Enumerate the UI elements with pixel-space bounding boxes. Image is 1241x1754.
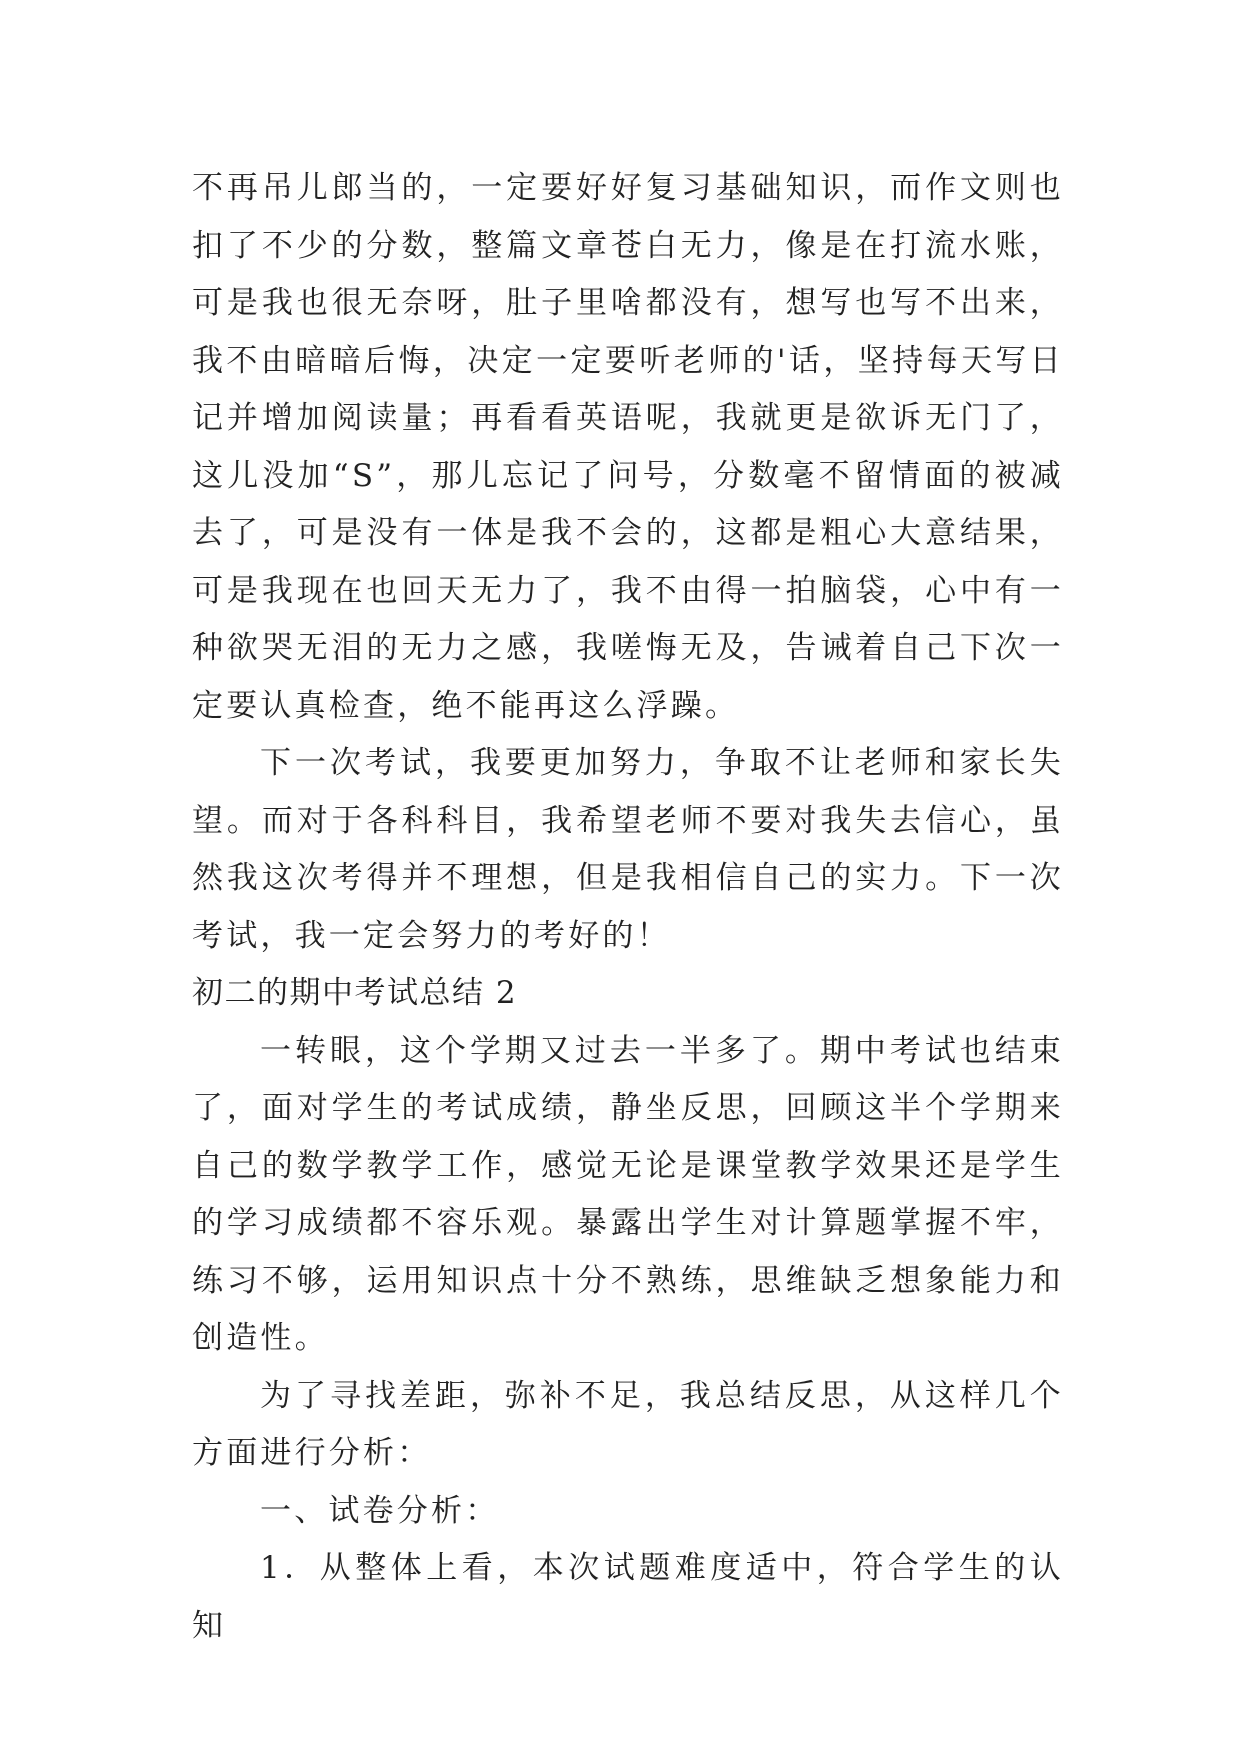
paragraph-6: 1．从整体上看，本次试题难度适中，符合学生的认知 [192,1550,1064,1644]
paragraph-3: 一转眼，这个学期又过去一半多了。期中考试也结束了，面对学生的考试成绩，静坐反思，回顾这半个学期来自己的数学教学工作，感觉无论是课堂教学效果还是学生的学习成绩都不容乐观。暴露出学生对计算题掌握不牢，练习不够，运用知识点十分不熟练，思维缺乏想象能力和创造性。 [192,1032,1064,1356]
paragraph-2: 下一次考试，我要更加努力，争取不让老师和家长失望。而对于各科科目，我希望老师不要对我失去信心，虽然我这次考得并不理想，但是我相信自己的实力。下一次考试，我一定会努力的考好的！ [192,745,1064,954]
paragraph-5: 一、试卷分析： [260,1492,500,1529]
section-heading: 初二的期中考试总结 2 [192,975,518,1011]
paragraph-1: 不再吊儿郎当的，一定要好好复习基础知识，而作文则也扣了不少的分数，整篇文章苍白无力，像是在打流水账，可是我也很无奈呀，肚子里啥都没有，想写也写不出来，我不由暗暗后悔，决定一定要听老师的'话，坚持每天写日记并增加阅读量；再看看英语呢，我就更是欲诉无门了，这儿没加“S”，那儿忘记了问号，分数毫不留情面的被减去了，可是没有一体是我不会的，这都是粗心大意结果，可是我现在也回天无力了，我不由得一拍脑袋，心中有一种欲哭无泪的无力之感，我嗟悔无及，告诫着自己下次一定要认真检查，绝不能再这么浮躁。 [192,170,1064,724]
document-body [192,160,1064,1655]
paragraph-4: 为了寻找差距，弥补不足，我总结反思，从这样几个方面进行分析： [192,1377,1064,1471]
